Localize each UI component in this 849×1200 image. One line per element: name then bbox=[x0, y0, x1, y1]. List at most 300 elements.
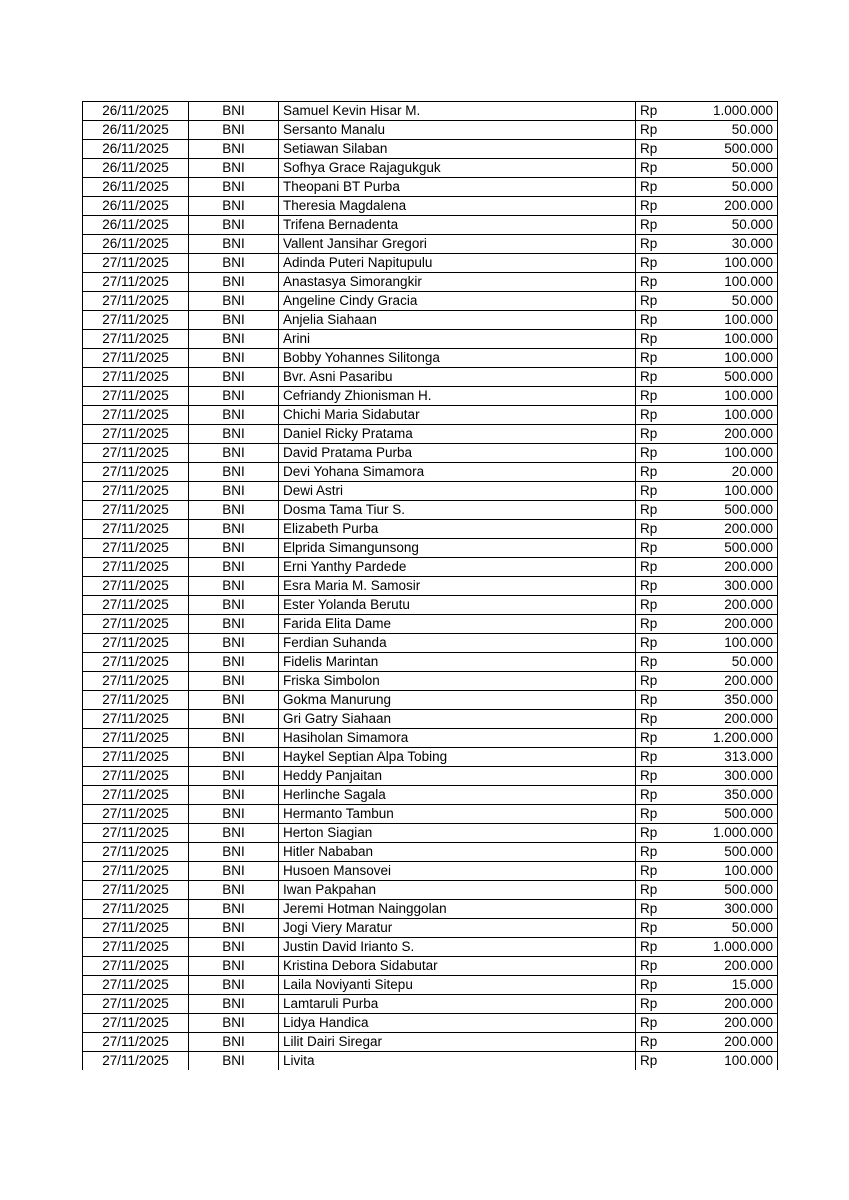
donor-name: Setiawan Silaban bbox=[279, 140, 636, 159]
donation-amount: 200.000 bbox=[676, 520, 778, 539]
bank-name: BNI bbox=[189, 539, 279, 558]
donor-name: Adinda Puteri Napitupulu bbox=[279, 254, 636, 273]
donation-amount: 50.000 bbox=[676, 216, 778, 235]
donor-name: Jeremi Hotman Nainggolan bbox=[279, 900, 636, 919]
transaction-date: 27/11/2025 bbox=[83, 881, 189, 900]
transaction-date: 27/11/2025 bbox=[83, 1033, 189, 1052]
currency-label: Rp bbox=[636, 387, 676, 406]
donor-name: Herlinche Sagala bbox=[279, 786, 636, 805]
bank-name: BNI bbox=[189, 159, 279, 178]
donation-amount: 350.000 bbox=[676, 786, 778, 805]
currency-label: Rp bbox=[636, 425, 676, 444]
transaction-date: 27/11/2025 bbox=[83, 387, 189, 406]
currency-label: Rp bbox=[636, 577, 676, 596]
transaction-date: 27/11/2025 bbox=[83, 805, 189, 824]
currency-label: Rp bbox=[636, 178, 676, 197]
table-row bbox=[83, 824, 778, 843]
table-row bbox=[83, 976, 778, 995]
currency-label: Rp bbox=[636, 463, 676, 482]
donation-amount: 1.000.000 bbox=[676, 824, 778, 843]
bank-name: BNI bbox=[189, 330, 279, 349]
bank-name: BNI bbox=[189, 995, 279, 1014]
donor-name: Arini bbox=[279, 330, 636, 349]
donation-amount: 1.200.000 bbox=[676, 729, 778, 748]
transaction-date: 27/11/2025 bbox=[83, 349, 189, 368]
currency-label: Rp bbox=[636, 235, 676, 254]
donor-name: Dewi Astri bbox=[279, 482, 636, 501]
transaction-date: 27/11/2025 bbox=[83, 520, 189, 539]
currency-label: Rp bbox=[636, 615, 676, 634]
bank-name: BNI bbox=[189, 843, 279, 862]
table-row bbox=[83, 805, 778, 824]
donor-name: Heddy Panjaitan bbox=[279, 767, 636, 786]
donation-amount: 1.000.000 bbox=[676, 938, 778, 957]
currency-label: Rp bbox=[636, 710, 676, 729]
donation-amount: 300.000 bbox=[676, 577, 778, 596]
table-row bbox=[83, 330, 778, 349]
currency-label: Rp bbox=[636, 957, 676, 976]
table-row bbox=[83, 995, 778, 1014]
transaction-date: 27/11/2025 bbox=[83, 786, 189, 805]
donor-name: Samuel Kevin Hisar M. bbox=[279, 102, 636, 121]
table-row bbox=[83, 691, 778, 710]
transaction-date: 27/11/2025 bbox=[83, 368, 189, 387]
donation-amount: 50.000 bbox=[676, 653, 778, 672]
transaction-date: 27/11/2025 bbox=[83, 748, 189, 767]
currency-label: Rp bbox=[636, 995, 676, 1014]
table-row bbox=[83, 938, 778, 957]
transaction-date: 27/11/2025 bbox=[83, 957, 189, 976]
bank-name: BNI bbox=[189, 178, 279, 197]
transaction-date: 27/11/2025 bbox=[83, 900, 189, 919]
bank-name: BNI bbox=[189, 235, 279, 254]
transaction-date: 27/11/2025 bbox=[83, 330, 189, 349]
donation-amount: 300.000 bbox=[676, 900, 778, 919]
bank-name: BNI bbox=[189, 710, 279, 729]
currency-label: Rp bbox=[636, 748, 676, 767]
table-row bbox=[83, 425, 778, 444]
donation-amount: 100.000 bbox=[676, 273, 778, 292]
donor-name: Hitler Nababan bbox=[279, 843, 636, 862]
table-row bbox=[83, 558, 778, 577]
table-row bbox=[83, 368, 778, 387]
donation-amount: 100.000 bbox=[676, 482, 778, 501]
table-row bbox=[83, 843, 778, 862]
donor-name: Devi Yohana Simamora bbox=[279, 463, 636, 482]
bank-name: BNI bbox=[189, 881, 279, 900]
currency-label: Rp bbox=[636, 729, 676, 748]
bank-name: BNI bbox=[189, 1052, 279, 1071]
table-row bbox=[83, 539, 778, 558]
table-row bbox=[83, 482, 778, 501]
currency-label: Rp bbox=[636, 539, 676, 558]
bank-name: BNI bbox=[189, 273, 279, 292]
donation-amount: 200.000 bbox=[676, 995, 778, 1014]
bank-name: BNI bbox=[189, 501, 279, 520]
bank-name: BNI bbox=[189, 596, 279, 615]
currency-label: Rp bbox=[636, 938, 676, 957]
donor-name: Farida Elita Dame bbox=[279, 615, 636, 634]
transaction-date: 27/11/2025 bbox=[83, 292, 189, 311]
donation-amount: 200.000 bbox=[676, 672, 778, 691]
donation-amount: 200.000 bbox=[676, 197, 778, 216]
bank-name: BNI bbox=[189, 634, 279, 653]
donor-name: Ester Yolanda Berutu bbox=[279, 596, 636, 615]
donor-name: Husoen Mansovei bbox=[279, 862, 636, 881]
currency-label: Rp bbox=[636, 653, 676, 672]
donor-name: Lamtaruli Purba bbox=[279, 995, 636, 1014]
bank-name: BNI bbox=[189, 938, 279, 957]
bank-name: BNI bbox=[189, 653, 279, 672]
transaction-date: 27/11/2025 bbox=[83, 463, 189, 482]
table-row bbox=[83, 957, 778, 976]
currency-label: Rp bbox=[636, 311, 676, 330]
table-row bbox=[83, 178, 778, 197]
table-row bbox=[83, 634, 778, 653]
donor-name: Theopani BT Purba bbox=[279, 178, 636, 197]
bank-name: BNI bbox=[189, 672, 279, 691]
table-row bbox=[83, 197, 778, 216]
transaction-date: 26/11/2025 bbox=[83, 216, 189, 235]
currency-label: Rp bbox=[636, 558, 676, 577]
table-row bbox=[83, 672, 778, 691]
bank-name: BNI bbox=[189, 520, 279, 539]
donation-amount: 300.000 bbox=[676, 767, 778, 786]
donation-amount: 500.000 bbox=[676, 140, 778, 159]
donation-amount: 100.000 bbox=[676, 349, 778, 368]
donor-name: Elprida Simangunsong bbox=[279, 539, 636, 558]
donor-name: Elizabeth Purba bbox=[279, 520, 636, 539]
bank-name: BNI bbox=[189, 691, 279, 710]
table-row bbox=[83, 710, 778, 729]
transaction-date: 27/11/2025 bbox=[83, 406, 189, 425]
transaction-date: 27/11/2025 bbox=[83, 596, 189, 615]
donor-name: Justin David Irianto S. bbox=[279, 938, 636, 957]
transaction-date: 27/11/2025 bbox=[83, 425, 189, 444]
transaction-date: 27/11/2025 bbox=[83, 254, 189, 273]
bank-name: BNI bbox=[189, 463, 279, 482]
currency-label: Rp bbox=[636, 159, 676, 178]
transaction-date: 27/11/2025 bbox=[83, 767, 189, 786]
currency-label: Rp bbox=[636, 292, 676, 311]
currency-label: Rp bbox=[636, 672, 676, 691]
donor-name: Kristina Debora Sidabutar bbox=[279, 957, 636, 976]
donor-name: David Pratama Purba bbox=[279, 444, 636, 463]
bank-name: BNI bbox=[189, 1033, 279, 1052]
currency-label: Rp bbox=[636, 406, 676, 425]
currency-label: Rp bbox=[636, 805, 676, 824]
donor-name: Theresia Magdalena bbox=[279, 197, 636, 216]
bank-name: BNI bbox=[189, 729, 279, 748]
donation-table bbox=[82, 101, 778, 1070]
donor-name: Cefriandy Zhionisman H. bbox=[279, 387, 636, 406]
table-row bbox=[83, 216, 778, 235]
transaction-date: 27/11/2025 bbox=[83, 919, 189, 938]
currency-label: Rp bbox=[636, 520, 676, 539]
donation-amount: 30.000 bbox=[676, 235, 778, 254]
bank-name: BNI bbox=[189, 216, 279, 235]
transaction-date: 26/11/2025 bbox=[83, 140, 189, 159]
table-row bbox=[83, 406, 778, 425]
currency-label: Rp bbox=[636, 254, 676, 273]
donor-name: Herton Siagian bbox=[279, 824, 636, 843]
transaction-date: 27/11/2025 bbox=[83, 615, 189, 634]
donor-name: Angeline Cindy Gracia bbox=[279, 292, 636, 311]
donation-ledger-page bbox=[82, 101, 777, 1070]
transaction-date: 26/11/2025 bbox=[83, 102, 189, 121]
currency-label: Rp bbox=[636, 634, 676, 653]
donation-amount: 500.000 bbox=[676, 501, 778, 520]
transaction-date: 27/11/2025 bbox=[83, 653, 189, 672]
donation-amount: 20.000 bbox=[676, 463, 778, 482]
currency-label: Rp bbox=[636, 862, 676, 881]
bank-name: BNI bbox=[189, 349, 279, 368]
table-row bbox=[83, 273, 778, 292]
currency-label: Rp bbox=[636, 976, 676, 995]
donor-name: Anastasya Simorangkir bbox=[279, 273, 636, 292]
table-row bbox=[83, 748, 778, 767]
bank-name: BNI bbox=[189, 197, 279, 216]
table-row bbox=[83, 235, 778, 254]
currency-label: Rp bbox=[636, 121, 676, 140]
currency-label: Rp bbox=[636, 691, 676, 710]
donation-amount: 100.000 bbox=[676, 387, 778, 406]
bank-name: BNI bbox=[189, 311, 279, 330]
donor-name: Erni Yanthy Pardede bbox=[279, 558, 636, 577]
donation-amount: 100.000 bbox=[676, 444, 778, 463]
bank-name: BNI bbox=[189, 577, 279, 596]
currency-label: Rp bbox=[636, 843, 676, 862]
bank-name: BNI bbox=[189, 748, 279, 767]
donation-amount: 100.000 bbox=[676, 254, 778, 273]
transaction-date: 27/11/2025 bbox=[83, 482, 189, 501]
donor-name: Laila Noviyanti Sitepu bbox=[279, 976, 636, 995]
bank-name: BNI bbox=[189, 919, 279, 938]
transaction-date: 26/11/2025 bbox=[83, 197, 189, 216]
transaction-date: 27/11/2025 bbox=[83, 938, 189, 957]
bank-name: BNI bbox=[189, 767, 279, 786]
transaction-date: 27/11/2025 bbox=[83, 577, 189, 596]
currency-label: Rp bbox=[636, 140, 676, 159]
table-row bbox=[83, 444, 778, 463]
table-row bbox=[83, 520, 778, 539]
transaction-date: 27/11/2025 bbox=[83, 691, 189, 710]
donation-amount: 200.000 bbox=[676, 957, 778, 976]
donation-amount: 500.000 bbox=[676, 843, 778, 862]
donor-name: Sofhya Grace Rajagukguk bbox=[279, 159, 636, 178]
bank-name: BNI bbox=[189, 444, 279, 463]
bank-name: BNI bbox=[189, 140, 279, 159]
currency-label: Rp bbox=[636, 330, 676, 349]
bank-name: BNI bbox=[189, 957, 279, 976]
table-row bbox=[83, 140, 778, 159]
donor-name: Ferdian Suhanda bbox=[279, 634, 636, 653]
bank-name: BNI bbox=[189, 387, 279, 406]
donation-amount: 500.000 bbox=[676, 881, 778, 900]
transaction-date: 27/11/2025 bbox=[83, 710, 189, 729]
transaction-date: 26/11/2025 bbox=[83, 235, 189, 254]
table-row bbox=[83, 596, 778, 615]
donor-name: Livita bbox=[279, 1052, 636, 1071]
donor-name: Anjelia Siahaan bbox=[279, 311, 636, 330]
bank-name: BNI bbox=[189, 102, 279, 121]
bank-name: BNI bbox=[189, 862, 279, 881]
table-row bbox=[83, 881, 778, 900]
donation-table-body bbox=[83, 102, 778, 1071]
transaction-date: 27/11/2025 bbox=[83, 539, 189, 558]
bank-name: BNI bbox=[189, 482, 279, 501]
donation-amount: 100.000 bbox=[676, 406, 778, 425]
donation-amount: 100.000 bbox=[676, 1052, 778, 1071]
donation-amount: 100.000 bbox=[676, 311, 778, 330]
donor-name: Sersanto Manalu bbox=[279, 121, 636, 140]
donation-amount: 200.000 bbox=[676, 710, 778, 729]
donation-amount: 350.000 bbox=[676, 691, 778, 710]
currency-label: Rp bbox=[636, 501, 676, 520]
table-row bbox=[83, 729, 778, 748]
table-row bbox=[83, 159, 778, 178]
currency-label: Rp bbox=[636, 900, 676, 919]
donor-name: Hasiholan Simamora bbox=[279, 729, 636, 748]
donor-name: Jogi Viery Maratur bbox=[279, 919, 636, 938]
donor-name: Lilit Dairi Siregar bbox=[279, 1033, 636, 1052]
bank-name: BNI bbox=[189, 900, 279, 919]
donation-amount: 500.000 bbox=[676, 805, 778, 824]
bank-name: BNI bbox=[189, 805, 279, 824]
transaction-date: 27/11/2025 bbox=[83, 1014, 189, 1033]
currency-label: Rp bbox=[636, 349, 676, 368]
donor-name: Iwan Pakpahan bbox=[279, 881, 636, 900]
currency-label: Rp bbox=[636, 824, 676, 843]
donor-name: Gokma Manurung bbox=[279, 691, 636, 710]
bank-name: BNI bbox=[189, 786, 279, 805]
transaction-date: 27/11/2025 bbox=[83, 1052, 189, 1071]
table-row bbox=[83, 767, 778, 786]
transaction-date: 27/11/2025 bbox=[83, 501, 189, 520]
donor-name: Hermanto Tambun bbox=[279, 805, 636, 824]
currency-label: Rp bbox=[636, 1033, 676, 1052]
transaction-date: 27/11/2025 bbox=[83, 634, 189, 653]
currency-label: Rp bbox=[636, 1052, 676, 1071]
bank-name: BNI bbox=[189, 976, 279, 995]
bank-name: BNI bbox=[189, 1014, 279, 1033]
bank-name: BNI bbox=[189, 368, 279, 387]
donor-name: Friska Simbolon bbox=[279, 672, 636, 691]
donor-name: Gri Gatry Siahaan bbox=[279, 710, 636, 729]
donation-amount: 200.000 bbox=[676, 1033, 778, 1052]
transaction-date: 26/11/2025 bbox=[83, 121, 189, 140]
donor-name: Esra Maria M. Samosir bbox=[279, 577, 636, 596]
donation-amount: 100.000 bbox=[676, 634, 778, 653]
donation-amount: 200.000 bbox=[676, 558, 778, 577]
table-row bbox=[83, 387, 778, 406]
transaction-date: 26/11/2025 bbox=[83, 159, 189, 178]
currency-label: Rp bbox=[636, 786, 676, 805]
donation-amount: 200.000 bbox=[676, 596, 778, 615]
table-row bbox=[83, 615, 778, 634]
donation-amount: 100.000 bbox=[676, 862, 778, 881]
table-row bbox=[83, 292, 778, 311]
bank-name: BNI bbox=[189, 615, 279, 634]
donor-name: Daniel Ricky Pratama bbox=[279, 425, 636, 444]
currency-label: Rp bbox=[636, 273, 676, 292]
donor-name: Haykel Septian Alpa Tobing bbox=[279, 748, 636, 767]
table-row bbox=[83, 254, 778, 273]
donation-amount: 50.000 bbox=[676, 121, 778, 140]
transaction-date: 27/11/2025 bbox=[83, 729, 189, 748]
table-row bbox=[83, 1014, 778, 1033]
table-row bbox=[83, 1033, 778, 1052]
donation-amount: 200.000 bbox=[676, 615, 778, 634]
donor-name: Bobby Yohannes Silitonga bbox=[279, 349, 636, 368]
transaction-date: 27/11/2025 bbox=[83, 995, 189, 1014]
donor-name: Chichi Maria Sidabutar bbox=[279, 406, 636, 425]
table-row bbox=[83, 121, 778, 140]
transaction-date: 27/11/2025 bbox=[83, 976, 189, 995]
currency-label: Rp bbox=[636, 444, 676, 463]
table-row bbox=[83, 862, 778, 881]
table-row bbox=[83, 1052, 778, 1071]
donation-amount: 500.000 bbox=[676, 539, 778, 558]
donation-amount: 313.000 bbox=[676, 748, 778, 767]
table-row bbox=[83, 501, 778, 520]
table-row bbox=[83, 653, 778, 672]
donor-name: Fidelis Marintan bbox=[279, 653, 636, 672]
donation-amount: 100.000 bbox=[676, 330, 778, 349]
currency-label: Rp bbox=[636, 767, 676, 786]
bank-name: BNI bbox=[189, 824, 279, 843]
table-row bbox=[83, 786, 778, 805]
table-row bbox=[83, 900, 778, 919]
donor-name: Lidya Handica bbox=[279, 1014, 636, 1033]
table-row bbox=[83, 577, 778, 596]
transaction-date: 27/11/2025 bbox=[83, 311, 189, 330]
bank-name: BNI bbox=[189, 425, 279, 444]
bank-name: BNI bbox=[189, 254, 279, 273]
transaction-date: 27/11/2025 bbox=[83, 558, 189, 577]
transaction-date: 27/11/2025 bbox=[83, 824, 189, 843]
currency-label: Rp bbox=[636, 1014, 676, 1033]
bank-name: BNI bbox=[189, 121, 279, 140]
currency-label: Rp bbox=[636, 197, 676, 216]
transaction-date: 27/11/2025 bbox=[83, 444, 189, 463]
donation-amount: 50.000 bbox=[676, 159, 778, 178]
donor-name: Trifena Bernadenta bbox=[279, 216, 636, 235]
donation-amount: 15.000 bbox=[676, 976, 778, 995]
transaction-date: 27/11/2025 bbox=[83, 672, 189, 691]
table-row bbox=[83, 919, 778, 938]
currency-label: Rp bbox=[636, 596, 676, 615]
donation-amount: 50.000 bbox=[676, 919, 778, 938]
currency-label: Rp bbox=[636, 102, 676, 121]
bank-name: BNI bbox=[189, 558, 279, 577]
currency-label: Rp bbox=[636, 216, 676, 235]
bank-name: BNI bbox=[189, 292, 279, 311]
donation-amount: 200.000 bbox=[676, 425, 778, 444]
donation-amount: 50.000 bbox=[676, 178, 778, 197]
currency-label: Rp bbox=[636, 368, 676, 387]
donor-name: Vallent Jansihar Gregori bbox=[279, 235, 636, 254]
donor-name: Bvr. Asni Pasaribu bbox=[279, 368, 636, 387]
currency-label: Rp bbox=[636, 482, 676, 501]
transaction-date: 27/11/2025 bbox=[83, 273, 189, 292]
donation-amount: 50.000 bbox=[676, 292, 778, 311]
donation-amount: 1.000.000 bbox=[676, 102, 778, 121]
transaction-date: 27/11/2025 bbox=[83, 862, 189, 881]
table-row bbox=[83, 102, 778, 121]
table-row bbox=[83, 311, 778, 330]
bank-name: BNI bbox=[189, 406, 279, 425]
